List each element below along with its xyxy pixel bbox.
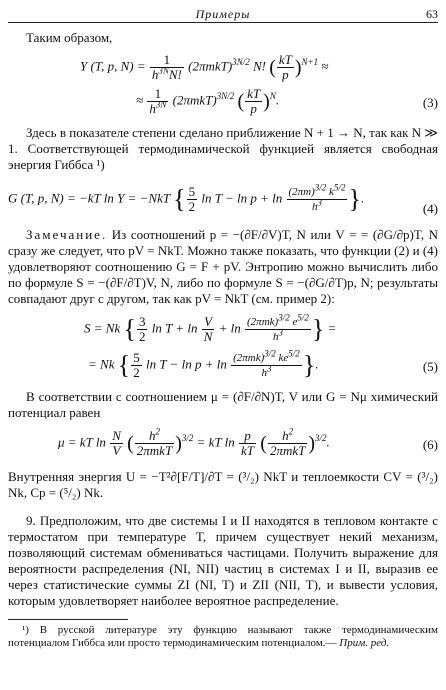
page-number: 63: [426, 7, 438, 21]
paragraph-approximation: Здесь в показателе степени сделано приближение N + 1 → N, так как N ≫ 1. Соответствующей термодинамической функцией является свободная энергия Гиббса ¹): [8, 125, 438, 172]
footnote-editor-note: Прим. ред.: [339, 637, 390, 649]
paragraph-problem-9: 9. Предположим, что две системы I и II находятся в тепловом контакте с термостатом при температуре T, причем существует некий механизм, позволяющий системам обмениваться частицами. Получить выражение для вероятности распределения (NI, NII) частиц в системах I и II, выразив ее через статистические суммы ZI (NI, T) и ZII (NII, T), и вывести условия, которым удовлетворяет наиболее вероятное распределение.: [8, 513, 438, 608]
equation-5-number: (5): [422, 359, 438, 374]
page-header: [8, 6, 438, 23]
paragraph-internal-energy: Внутренняя энергия U = −T²∂[F/T]/∂T = (³/₂) NkT и теплоемкости CV = (³/₂) Nk, Cp = (⁵/₂) Nk.: [8, 469, 438, 500]
equation-3-number: (3): [422, 95, 438, 110]
footnote: [8, 624, 438, 650]
equation-4: G (T, p, N) = −kT ln Y = −NkT { $\frac{5}{2}$ ln T − ln p + ln $\frac{(2\pi m)^{3/2} k^{5/2}}{h^3}$ }. (4): [8, 182, 438, 216]
equation-5: S = Nk { $\frac{3}{2}$ ln T + ln $\frac{V}{N}$ + ln $\frac{(2\pi mk)^{3/2} e^{5/2}}{h^3}$ } = = Nk { $\frac{5}{2}$ ln T − ln p + ln $\frac{(2\pi mk)^{3/2} ke^{5/2}}{h^3}$ }. (5): [84, 312, 438, 380]
equation-6: μ = kT ln $\frac{N}{V}$ ( $\frac{h^2}{\text{2πmkT}}$ )$^{3/2}$ = kT ln $\frac{p}{kT}$ ( $\frac{h^2}{\text{2πmkT}}$ )$^{3/2}$. (6): [58, 426, 438, 458]
paragraph-chemical-potential: В соответствии с соотношением μ = (∂F/∂N)T, V или G = Nμ химический потенциал равен: [8, 389, 438, 420]
page-body: [8, 30, 438, 650]
equation-6-number: (6): [422, 437, 438, 452]
remark-label: Замечание.: [26, 227, 108, 242]
remark-text: Из соотношений p = −(∂F/∂V)T, N или V = = (∂G/∂p)T, N сразу же следует, что pV = NkT. Можно также показать, что функции (2) и (4) удовлетворяют соотношению G = F + pV. Энтропию можно вычислить либо по формуле S = −(∂F/∂T)V, N, либо по формуле S = −(∂G/∂T)p, N; результаты совпадают друг с другом, так как pV = NkT (см. пример 2):: [8, 227, 438, 306]
paragraph-remark: [8, 227, 438, 307]
equation-3: Y (T, p, N) = $\frac{1}{h^{3N}N!}$ $(2\pi mkT)^{3N/2}$ N! ( $\frac{kT}{p}$ )$^{N+1}$ ≈ ≈ $\frac{1}{h^{3N}}$ $(2\pi mkT)^{3N/2}$ ( $\frac{kT}{p}$ )$^N$. (3): [80, 52, 438, 116]
equation-4-number: (4): [422, 201, 438, 216]
footnote-rule: [8, 619, 128, 620]
running-head: Примеры: [195, 7, 251, 21]
footnote-text: ¹) В русской литературе эту функцию называют также термодинамическим потенциалом Гиббса или просто термодинамическим потенциалом.—: [8, 624, 438, 649]
paragraph-intro: Таким образом,: [26, 30, 113, 45]
